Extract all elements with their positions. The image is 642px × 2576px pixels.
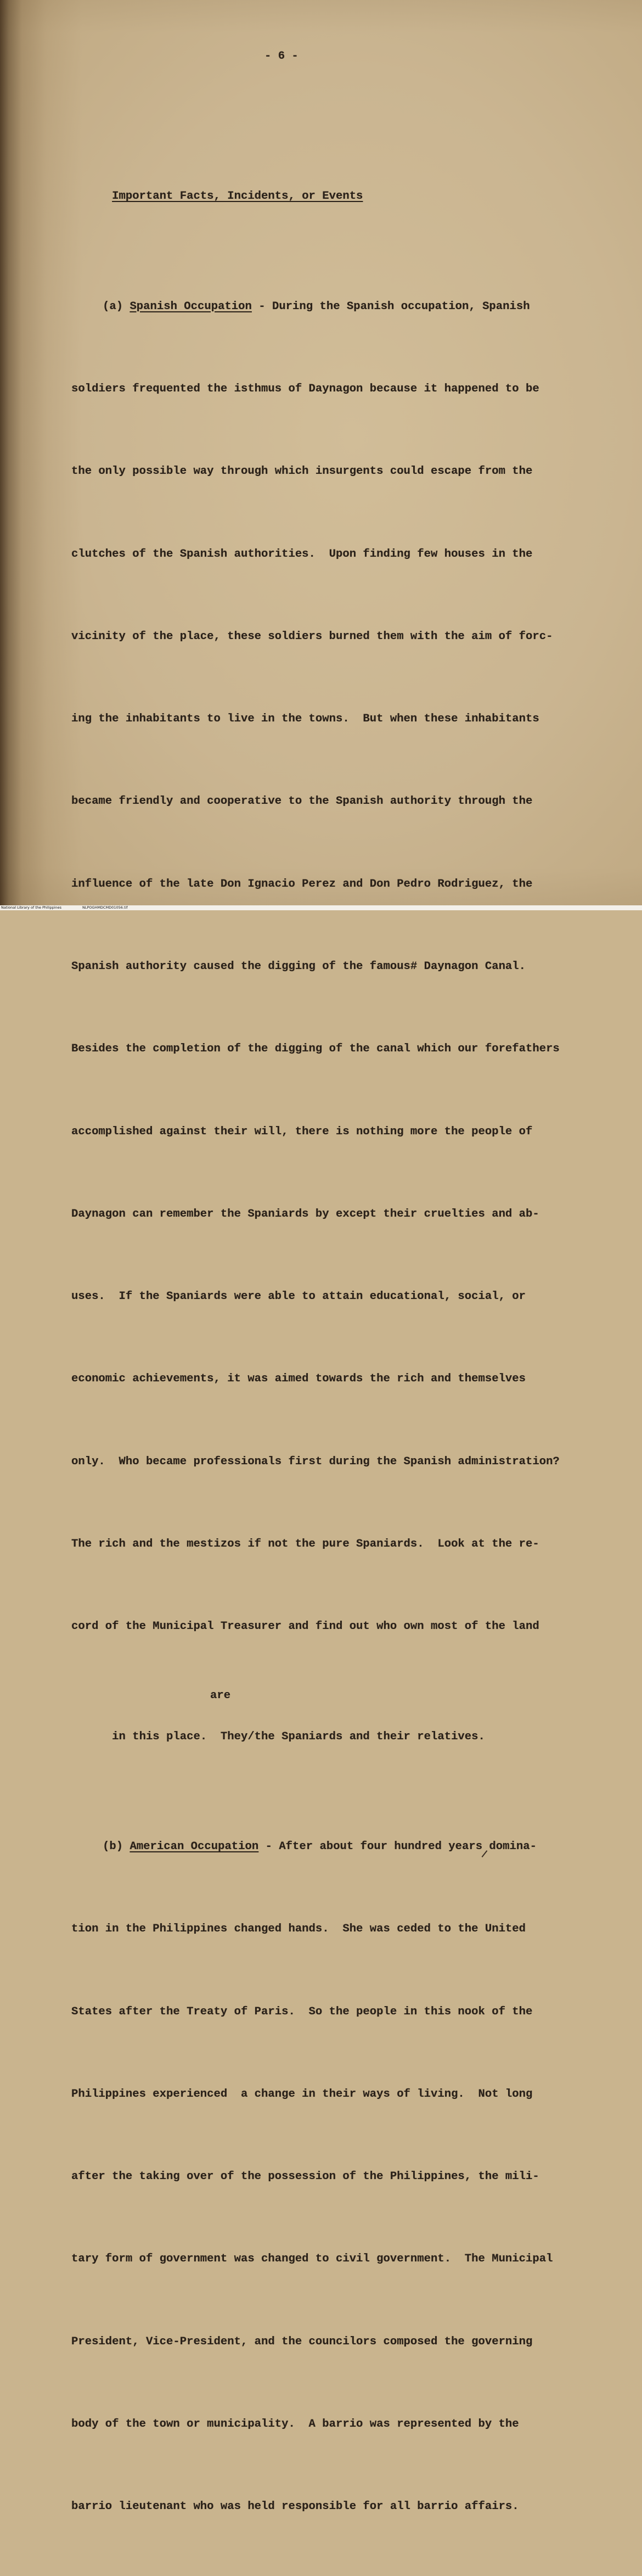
text-line: Besides the completion of the digging of the canal which our forefathers bbox=[71, 1043, 560, 1056]
text-line: economic achievements, it was aimed towards the rich and themselves bbox=[71, 1373, 526, 1386]
text-line: ing the inhabitants to live in the towns. But when these inhabitants bbox=[71, 713, 539, 726]
typed-insertion: are bbox=[210, 1689, 231, 1702]
section-a-last-line bbox=[71, 1689, 626, 1743]
text-line: States after the Treaty of Paris. So the people in this nook of the bbox=[71, 2005, 533, 2018]
text-line: became friendly and cooperative to the Spanish authority through the bbox=[71, 795, 533, 808]
text-line: body of the town or municipality. A barrio was represented by the bbox=[71, 2417, 519, 2431]
text-line: tary form of government was changed to civil government. The Municipal bbox=[71, 2253, 553, 2266]
text-line: tion in the Philippines changed hands. She was ceded to the United bbox=[71, 1923, 526, 1936]
page-number: - 6 - bbox=[264, 50, 299, 63]
text-line: influence of the late Don Ignacio Perez and Don Pedro Rodriguez, the bbox=[71, 877, 533, 891]
text-line: vicinity of the place, these soldiers burned them with the aim of forc- bbox=[71, 630, 553, 643]
text-line: Spanish authority caused the digging of the famous# Daynagon Canal. bbox=[71, 960, 526, 973]
section-b-first-line-text: - After about four hundred years domina- bbox=[258, 1840, 537, 1853]
section-heading: Important Facts, Incidents, or Events bbox=[112, 190, 363, 203]
text-line: the only possible way through which insurgents could escape from the bbox=[71, 465, 533, 478]
section-a-last-line-text: in this place. They/the Spaniards and their relatives. bbox=[112, 1730, 485, 1743]
section-a-first-line-text: - During the Spanish occupation, Spanish bbox=[251, 300, 530, 313]
section-heading-line bbox=[71, 155, 626, 203]
section-a-first-line bbox=[71, 293, 626, 321]
text-line: President, Vice-President, and the councilors composed the governing bbox=[71, 2335, 533, 2348]
text-line: Philippines experienced a change in their ways of living. Not long bbox=[71, 2087, 533, 2101]
scan-footer bbox=[0, 905, 642, 910]
section-a-label: (a) bbox=[103, 300, 130, 313]
text-line: accomplished against their will, there is nothing more the people of bbox=[71, 1125, 533, 1138]
text-line: The rich and the mestizos if not the pure Spaniards. Look at the re- bbox=[71, 1537, 539, 1550]
text-line: clutches of the Spanish authorities. Upon finding few houses in the bbox=[71, 547, 533, 561]
footer-filename: NLPOGHMDCMD01056.tif bbox=[82, 905, 128, 910]
text-line: soldiers frequented the isthmus of Daynagon because it happened to be bbox=[71, 383, 539, 396]
text-line: barrio lieutenant who was held responsible for all barrio affairs. bbox=[71, 2500, 519, 2513]
text-line: after the taking over of the possession of the Philippines, the mili- bbox=[71, 2170, 539, 2183]
text-line: cord of the Municipal Treasurer and find out who own most of the land bbox=[71, 1620, 539, 1633]
section-b-first-line bbox=[71, 1833, 626, 1861]
section-b-label: (b) bbox=[103, 1840, 130, 1853]
document-body bbox=[71, 73, 626, 2576]
text-line: only. Who became professionals first during the Spanish administration? bbox=[71, 1455, 560, 1468]
text-line: uses. If the Spaniards were able to attain educational, social, or bbox=[71, 1290, 526, 1303]
footer-library: National Library of the Philippines bbox=[1, 905, 62, 910]
section-a-title: Spanish Occupation bbox=[129, 300, 252, 313]
text-line: Daynagon can remember the Spaniards by except their cruelties and ab- bbox=[71, 1207, 539, 1220]
section-b-title: American Occupation bbox=[129, 1840, 259, 1853]
